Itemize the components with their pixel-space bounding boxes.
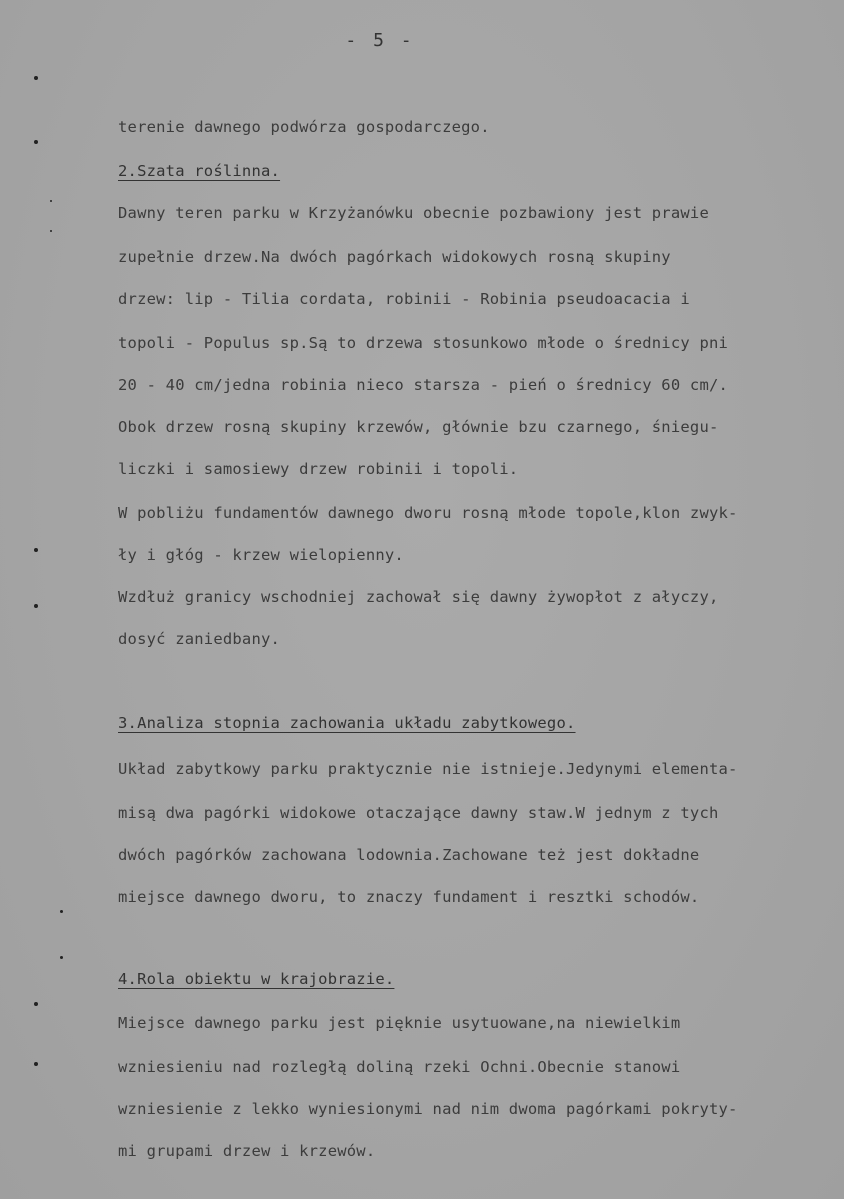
- body-line: wzniesienie z lekko wyniesionymi nad nim dwoma pagórkami pokryty-: [118, 1100, 738, 1118]
- body-line: dosyć zaniedbany.: [118, 630, 281, 648]
- body-line: W pobliżu fundamentów dawnego dworu rosną młode topole,klon zwyk-: [118, 504, 738, 522]
- body-line: ły i głóg - krzew wielopienny.: [118, 546, 404, 564]
- margin-mark: [34, 1062, 38, 1066]
- body-line: mi grupami drzew i krzewów.: [118, 1142, 376, 1160]
- body-line: wzniesieniu nad rozległą doliną rzeki Ochni.Obecnie stanowi: [118, 1058, 681, 1076]
- body-line: Miejsce dawnego parku jest pięknie usytuowane,na niewielkim: [118, 1014, 681, 1032]
- margin-mark: [34, 1002, 38, 1006]
- margin-mark: [50, 200, 52, 202]
- body-line: Wzdłuż granicy wschodniej zachował się dawny żywopłot z ałyczy,: [118, 588, 719, 606]
- body-line: Obok drzew rosną skupiny krzewów, głównie bzu czarnego, śniegu-: [118, 418, 719, 436]
- margin-mark: [34, 140, 38, 144]
- margin-mark: [34, 604, 38, 608]
- body-line: topoli - Populus sp.Są to drzewa stosunkowo młode o średnicy pni: [118, 334, 729, 352]
- margin-mark: [60, 910, 63, 913]
- body-line: terenie dawnego podwórza gospodarczego.: [118, 118, 490, 136]
- body-line: dwóch pagórków zachowana lodownia.Zachowane też jest dokładne: [118, 846, 700, 864]
- body-line: 20 - 40 cm/jedna robinia nieco starsza - pień o średnicy 60 cm/.: [118, 376, 729, 394]
- page-number: - 5 -: [345, 30, 415, 51]
- margin-mark: [34, 76, 38, 80]
- margin-mark: [34, 548, 38, 552]
- section-heading-landscape: 4.Rola obiektu w krajobrazie.: [118, 970, 395, 988]
- body-line: zupełnie drzew.Na dwóch pagórkach widokowych rosną skupiny: [118, 248, 671, 266]
- body-line: liczki i samosiewy drzew robinii i topoli.: [118, 460, 519, 478]
- section-heading-vegetation: 2.Szata roślinna.: [118, 162, 281, 180]
- body-line: miejsce dawnego dworu, to znaczy fundament i resztki schodów.: [118, 888, 700, 906]
- body-line: Dawny teren parku w Krzyżanówku obecnie pozbawiony jest prawie: [118, 204, 709, 222]
- section-heading-analysis: 3.Analiza stopnia zachowania układu zabytkowego.: [118, 714, 576, 732]
- body-line: drzew: lip - Tilia cordata, robinii - Robinia pseudoacacia i: [118, 290, 690, 308]
- body-line: misą dwa pagórki widokowe otaczające dawny staw.W jednym z tych: [118, 804, 719, 822]
- margin-mark: [60, 956, 63, 959]
- body-line: Układ zabytkowy parku praktycznie nie istnieje.Jedynymi elementa-: [118, 760, 738, 778]
- margin-mark: [50, 230, 52, 232]
